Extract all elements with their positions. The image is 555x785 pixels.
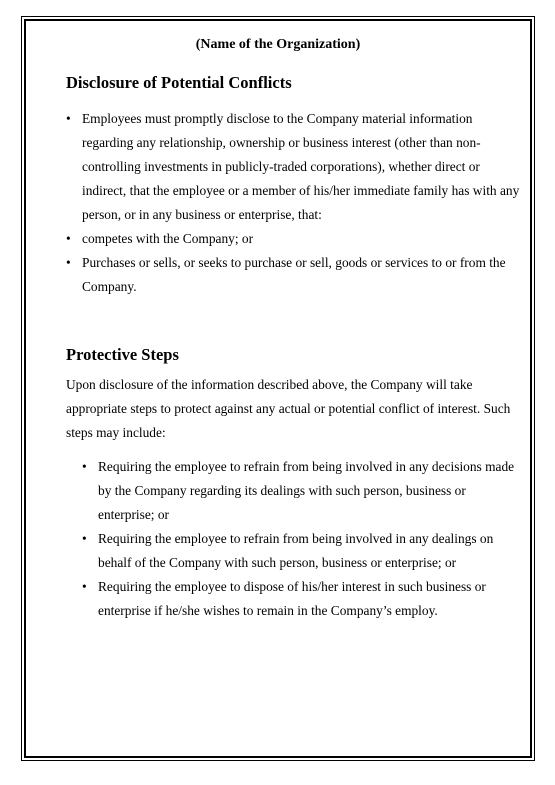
page-border bbox=[24, 19, 532, 758]
bullet-icon: • bbox=[66, 255, 71, 270]
list-item-text: Requiring the employee to refrain from being involved in any decisions made by the Company regarding its dealings with such person, business or enterprise; or bbox=[98, 459, 515, 522]
list-item bbox=[66, 107, 522, 227]
bullet-icon: • bbox=[82, 459, 87, 474]
organization-name: (Name of the Organization) bbox=[195, 37, 361, 52]
list-item bbox=[82, 527, 518, 575]
list-item bbox=[66, 251, 522, 299]
list-item bbox=[82, 575, 518, 623]
protective-steps-intro: Upon disclosure of the information described above, the Company will take appropriate steps to protect against any actual or potential conflict of interest. Such steps may include: bbox=[66, 377, 511, 440]
list-item bbox=[82, 455, 518, 527]
bullet-icon: • bbox=[82, 579, 87, 594]
protective-steps-list bbox=[82, 455, 518, 623]
bullet-icon: • bbox=[82, 531, 87, 546]
list-item-text: Requiring the employee to dispose of his/her interest in such business or enterprise if he/she wishes to remain in the Company’s employ. bbox=[98, 579, 486, 618]
protective-steps-heading: Protective Steps bbox=[66, 345, 179, 364]
disclosure-list bbox=[66, 107, 522, 299]
disclosure-heading: Disclosure of Potential Conflicts bbox=[66, 73, 292, 92]
bullet-icon: • bbox=[66, 111, 71, 126]
list-item bbox=[66, 227, 522, 251]
list-item-text: Purchases or sells, or seeks to purchase or sell, goods or services to or from the Company. bbox=[82, 255, 506, 294]
bullet-icon: • bbox=[66, 231, 71, 246]
list-item-text: competes with the Company; or bbox=[82, 231, 254, 246]
list-item-text: Requiring the employee to refrain from being involved in any dealings on behalf of the Company with such person, business or enterprise; or bbox=[98, 531, 494, 570]
list-item-text: Employees must promptly disclose to the Company material information regarding any relationship, ownership or business interest (other than non-controlling investments in publicly-traded corporations), whether direct or indirect, that the employee or a member of his/her immediate family has with any person, or in any business or enterprise, that: bbox=[82, 111, 520, 222]
